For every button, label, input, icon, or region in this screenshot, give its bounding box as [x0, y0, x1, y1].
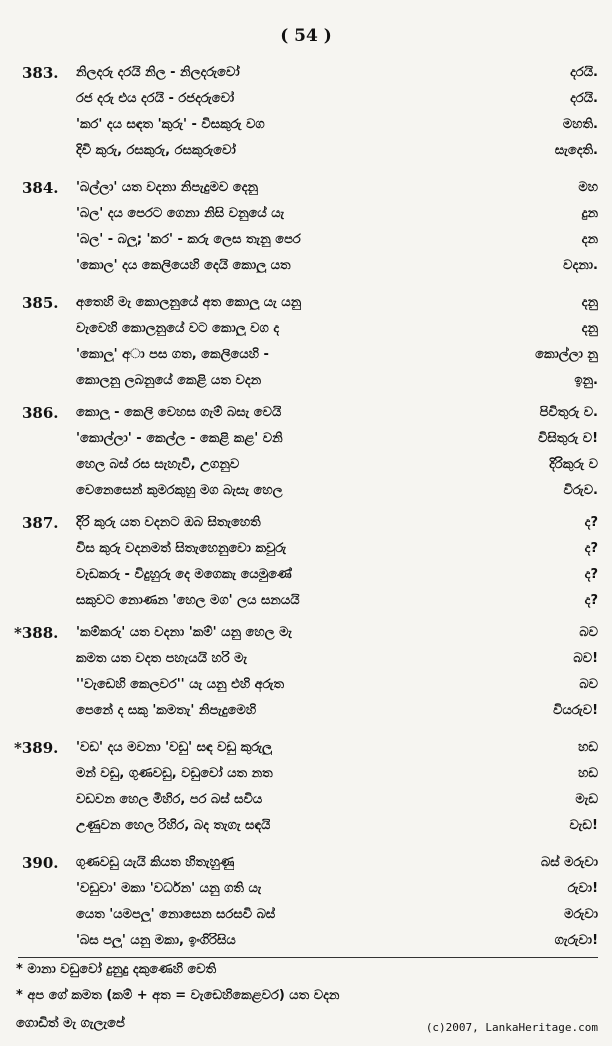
verse-line: [0, 62, 612, 88]
verse-line: [0, 480, 612, 506]
verse-text: 'කම්කරු' යත වදනා 'කම්' යනු හෙල මැ: [76, 625, 293, 640]
verse-number: *388.: [14, 624, 59, 642]
page-number: ( 54 ): [280, 26, 332, 46]
footnote: * මානා වඩුවෝ දුනුදු දකුණෙහි වෙති: [16, 962, 217, 977]
verse-line: [0, 538, 612, 564]
verse-number: 386.: [22, 404, 59, 422]
verse-rhyme: බව: [579, 677, 598, 692]
verse-line: [0, 904, 612, 930]
verse-text: හෙල බස් රස සැහැවි, උගනුව: [76, 457, 240, 472]
verse-text: අතෙහි මැ කොලනුයේ අත කොලු යැ යනු: [76, 295, 302, 310]
verse-line: [0, 763, 612, 789]
verse-rhyme: ද?: [584, 541, 598, 556]
footnote-continuation: ගොඩිත් මැ ගැලැපේ: [16, 1016, 125, 1031]
verse-text: සකුවට නොණන 'හෙල මග' ලය සනයයි: [76, 593, 300, 608]
verse-rhyme: සැදෙති.: [554, 143, 598, 158]
verse-line: [0, 255, 612, 281]
verse-text: කොලු - කෙලි වෙහස ගැම් බසැ වෙයි: [76, 405, 282, 420]
verse-line: [0, 344, 612, 370]
footnote-divider: [18, 957, 598, 958]
verse-rhyme: ද?: [584, 515, 598, 530]
verse-line: [0, 229, 612, 255]
verse-text: වැවෙහි කොලනුයේ වට කොලු වග ද: [76, 321, 280, 336]
verse-rhyme: වැඩ!: [569, 818, 598, 833]
verse-number: 383.: [22, 64, 59, 82]
verse-rhyme: දුන: [581, 206, 598, 221]
verse-line: [0, 852, 612, 878]
verse-line: [0, 454, 612, 480]
verse-line: [0, 815, 612, 841]
verse-text: වෙනෙසෙන් කුමරකුහු මග බැසැ හෙල: [76, 483, 283, 498]
verse-line: [0, 114, 612, 140]
verse-block: [0, 402, 612, 506]
verse-rhyme: මරුවා: [564, 907, 598, 922]
verse-text: 'වඩ' දය මවනා 'වඩු' සඳ වඩු කුරුලු: [76, 740, 272, 755]
verse-rhyme: දන: [581, 232, 598, 247]
verse-text: උණුවන හෙල රිහිර, බද තැගැ සඳයි: [76, 818, 271, 833]
verse-rhyme: ගැරුවා!: [554, 933, 598, 948]
verse-rhyme: පිවිතුරු ව.: [539, 405, 598, 420]
verse-rhyme: ඉනු.: [574, 373, 598, 388]
verse-number: 390.: [22, 854, 59, 872]
verse-line: [0, 622, 612, 648]
verse-rhyme: විසිතුරු ව!: [538, 431, 598, 446]
verse-line: [0, 674, 612, 700]
verse-line: [0, 878, 612, 904]
verse-text: 'බල' - බලු; 'කර' - කරු ලෙස තැනු පෙර: [76, 232, 301, 247]
verse-number: 384.: [22, 179, 59, 197]
verse-rhyme: හඩ: [578, 766, 598, 781]
verse-text: පෙනේ ද සකු 'කමතැ' නිපැදුමෙහි: [76, 703, 257, 718]
verse-line: [0, 292, 612, 318]
verse-rhyme: මහති.: [562, 117, 598, 132]
verse-line: [0, 402, 612, 428]
verse-line: [0, 564, 612, 590]
verse-line: [0, 140, 612, 166]
verse-text: දිරි කුරු යත වදනට ඔබ සිතැහෙති: [76, 515, 261, 530]
verse-line: [0, 648, 612, 674]
verse-rhyme: රුවා!: [567, 881, 598, 896]
verse-rhyme: දරයි.: [570, 91, 598, 106]
copyright-credit: (c)2007, LankaHeritage.com: [425, 1021, 598, 1034]
verse-text: 'කොල' දය කෙලියෙහි දෙයි කොලු යත: [76, 258, 291, 273]
verse-text: ගුණවඩු යැයි කියත හිතැහුණු: [76, 855, 235, 870]
verse-rhyme: බව: [579, 625, 598, 640]
verse-line: [0, 177, 612, 203]
verse-text: මන් වඩු, ගුණවඩු, වඩුවෝ යත නත: [76, 766, 273, 781]
verse-rhyme: බස් මරුවා: [540, 855, 598, 870]
footnote: * අප ගේ කමත (කම් + අත = වැඩෙහිකෙළවර) යත වදන: [16, 988, 340, 1003]
verse-number: 385.: [22, 294, 59, 312]
verse-text: 'වඩුවා' මකා 'වර්ධන' යනු ගති යැ: [76, 881, 262, 896]
verse-block: [0, 62, 612, 166]
verse-line: [0, 512, 612, 538]
verse-text: යෙත 'යමපලු' නොසෙන සරසවි බස්: [76, 907, 276, 922]
verse-text: ''වැඩෙහි කෙලවර'' යැ යනු එහි අරුත: [76, 677, 285, 692]
verse-rhyme: මැඩ: [575, 792, 598, 807]
verse-text: 'බල්ලා' යත වදනා නිපැදුමව දෙනු: [76, 180, 258, 195]
verse-text: රජ දරු එය දරයි - රජදරුවෝ: [76, 91, 235, 106]
verse-rhyme: මහ: [578, 180, 598, 195]
verse-rhyme: බව!: [573, 651, 598, 666]
verse-text: 'කර' දය සඳත 'කුරු' - විසකුරු වග: [76, 117, 265, 132]
verse-rhyme: හඩ: [578, 740, 598, 755]
verse-line: [0, 428, 612, 454]
verse-block: [0, 177, 612, 281]
verse-block: [0, 852, 612, 956]
verse-block: [0, 292, 612, 396]
verse-rhyme: කොල්ලා නු: [535, 347, 598, 362]
verse-line: [0, 370, 612, 396]
verse-text: නිලදරු දරයි නිල - නිලදරුවෝ: [76, 65, 240, 80]
verse-text: 'කොල්ලා' - කෙල්ල - කෙළි කළ' වනි: [76, 431, 283, 446]
verse-text: කොලනු ලබනුයේ කෙළි යත වදන: [76, 373, 262, 388]
verse-line: [0, 590, 612, 616]
verse-rhyme: වියරුව!: [553, 703, 598, 718]
verse-rhyme: දිරිකුරු ව: [549, 457, 598, 472]
verse-line: [0, 789, 612, 815]
verse-block: [0, 737, 612, 841]
verse-block: [0, 622, 612, 726]
verse-number: 387.: [22, 514, 59, 532]
verse-text: කමත යත වදත පහැයයි හරි මැ: [76, 651, 248, 666]
verse-text: විස කුරු වදනමත් සිතැහෙනුවො කවුරු: [76, 541, 287, 556]
verse-rhyme: දනු: [581, 295, 598, 310]
verse-rhyme: දරයි.: [570, 65, 598, 80]
verse-line: [0, 88, 612, 114]
verse-text: වැඩකරු - විදුහුරු දෙ මගෙකැ යෙමුණේ: [76, 567, 292, 582]
verse-text: 'බල' දය පෙරට ගෙනා නිසි වනුයේ යැ: [76, 206, 285, 221]
verse-rhyme: වදනා.: [563, 258, 598, 273]
verse-line: [0, 737, 612, 763]
verse-number: *389.: [14, 739, 59, 757]
verse-line: [0, 700, 612, 726]
verse-line: [0, 203, 612, 229]
verse-text: දිවි කුරු, රසකුරු, රසකුරුවෝ: [76, 143, 236, 158]
verse-line: [0, 930, 612, 956]
verse-rhyme: විරුව.: [563, 483, 598, 498]
verse-rhyme: ද?: [584, 567, 598, 582]
verse-text: 'බස පලු' යනු මකා, ඉංගිරිසිය: [76, 933, 236, 948]
verse-text: 'කොලු' අා පස ගත, කෙලියෙහි -: [76, 347, 269, 362]
verse-rhyme: දනු: [581, 321, 598, 336]
verse-text: වඩවන හෙල මිහිර, පර බස් සවිය: [76, 792, 263, 807]
verse-line: [0, 318, 612, 344]
verse-rhyme: ද?: [584, 593, 598, 608]
verse-block: [0, 512, 612, 616]
